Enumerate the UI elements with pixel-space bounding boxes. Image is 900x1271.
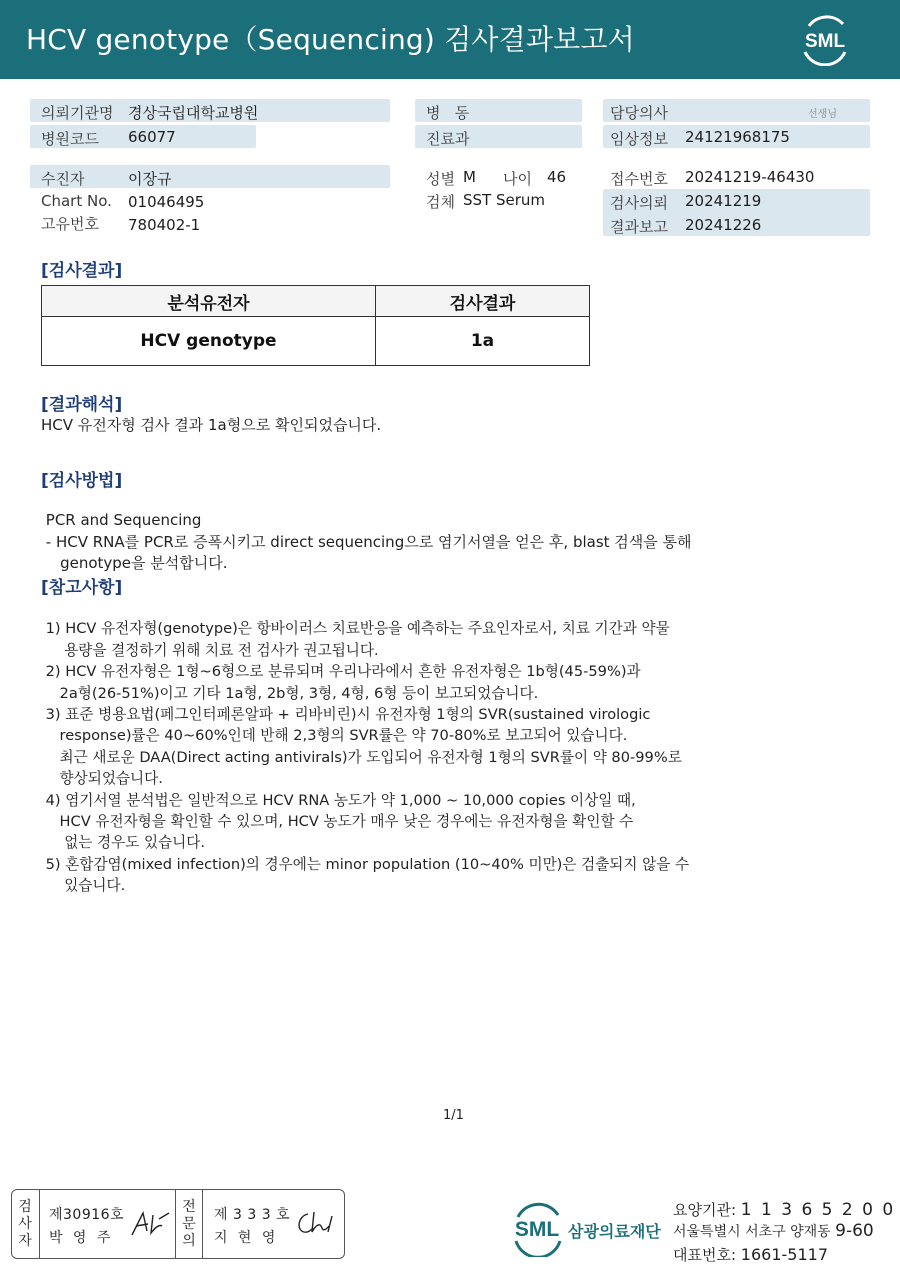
results-header-row: [42, 286, 590, 317]
chart-no-value: 01046495: [128, 193, 205, 211]
examiner-label: 검 사 자: [18, 1199, 32, 1249]
interpretation-section-title: [결과해석]: [41, 395, 123, 415]
signature-box: [11, 1189, 345, 1259]
hospital-code-value: 66077: [128, 128, 176, 146]
note-line: 용량을 결정하기 위해 치료 전 검사가 권고됩니다.: [41, 641, 379, 659]
receipt-no-label: 접수번호: [610, 170, 668, 188]
note-line: 최근 새로운 DAA(Direct acting antivirals)가 도입되어 유전자형 1형의 SVR률이 약 80-99%로: [41, 748, 682, 766]
report-title: HCV genotype（Sequencing) 검사결과보고서: [26, 23, 635, 56]
specialist-label: 전 문 의: [182, 1199, 196, 1249]
note-line: 2) HCV 유전자형은 1형~6형으로 분류되며 우리나라에서 흔한 유전자형은 1b형(45-59%)과: [41, 663, 641, 681]
phone-number: 1661-5117: [740, 1245, 829, 1264]
clinical-info-label: 임상정보: [610, 130, 668, 148]
age-value: 46: [547, 168, 567, 186]
phone-label: 대표번호:: [673, 1246, 737, 1264]
signbox-divider: [39, 1190, 40, 1258]
footer-address-line: [673, 1221, 874, 1241]
method-text: [41, 489, 692, 575]
gene-cell: HCV genotype: [42, 317, 376, 366]
examiner-license-no: 제30916호: [49, 1207, 125, 1223]
address-number: 9-60: [835, 1221, 874, 1241]
unique-no-label: 고유번호: [41, 215, 99, 233]
sml-logo-text: SML: [804, 31, 846, 52]
specialist-license-no: 제 3 3 3 호: [214, 1207, 291, 1223]
patient-value: 이장규: [128, 170, 172, 188]
care-number: 1 1 3 6 5 2 0 0: [740, 1200, 896, 1220]
hospital-code-label: 병원코드: [41, 130, 99, 148]
footer-org-name: 삼광의료재단: [568, 1222, 661, 1241]
institution-value: 경상국립대학교병원: [128, 104, 259, 122]
signbox-divider: [175, 1190, 176, 1258]
footer-phone-line: [673, 1244, 828, 1265]
method-line: - HCV RNA를 PCR로 증폭시키고 direct sequencing으로 염기서열을 얻은 후, blast 검색을 통해: [41, 532, 692, 551]
method-section-title: [검사방법]: [41, 471, 123, 491]
doctor-label: 담당의사: [610, 104, 668, 122]
receipt-no-value: 20241219-46430: [685, 168, 815, 186]
method-line: genotype을 분석합니다.: [41, 554, 228, 573]
results-section-title: [검사결과]: [41, 261, 123, 281]
sml-logo-icon: [797, 12, 853, 66]
interpretation-text: HCV 유전자형 검사 결과 1a형으로 확인되었습니다.: [41, 416, 382, 434]
specialist-signature-icon: [294, 1208, 338, 1238]
method-line: PCR and Sequencing: [41, 511, 202, 530]
address: 서울특별시 서초구 양재동: [673, 1224, 831, 1240]
unique-no-value: 780402-1: [128, 216, 201, 234]
note-line: HCV 유전자형을 확인할 수 있으며, HCV 농도가 매우 낮은 경우에는 유전자형을 확인할 수: [41, 813, 634, 831]
request-date-value: 20241219: [685, 192, 762, 210]
notes-section-title: [참고사항]: [41, 578, 123, 598]
specimen-value: SST Serum: [463, 191, 546, 209]
report-date-label: 결과보고: [610, 218, 668, 236]
sml-footer-logo-icon: [508, 1199, 566, 1257]
signbox-divider: [202, 1190, 203, 1258]
report-date-value: 20241226: [685, 216, 762, 234]
gene-column-header: 분석유전자: [42, 286, 376, 317]
note-line: response)률은 40~60%인데 반해 2,3형의 SVR률은 약 70-80%로 보고되어 있습니다.: [41, 727, 628, 745]
report-header: [0, 0, 900, 79]
specialist-name: 지 현 영: [214, 1230, 276, 1246]
chart-no-label: Chart No.: [41, 192, 112, 210]
result-column-header: 검사결과: [376, 286, 590, 317]
note-line: 5) 혼합감염(mixed infection)의 경우에는 minor population (10~40% 미만)은 검출되지 않을 수: [41, 855, 690, 873]
examiner-name: 박 영 주: [49, 1230, 111, 1246]
patient-label: 수진자: [41, 170, 85, 188]
institution-label: 의뢰기관명: [41, 104, 114, 122]
sex-value: M: [463, 168, 476, 186]
request-date-label: 검사의뢰: [610, 194, 668, 212]
age-label: 나이: [503, 170, 532, 188]
note-line: 4) 염기서열 분석법은 일반적으로 HCV RNA 농도가 약 1,000 ~ 10,000 copies 이상일 때,: [41, 791, 636, 809]
doctor-suffix: 선생님: [808, 109, 837, 120]
sml-footer-logo-text: SML: [514, 1218, 560, 1241]
note-line: 1) HCV 유전자형(genotype)은 항바이러스 치료반응을 예측하는 주요인자로서, 치료 기간과 약물: [41, 620, 670, 638]
result-cell: 1a: [376, 317, 590, 366]
specimen-label: 검체: [426, 193, 455, 211]
department-label: 진료과: [426, 130, 470, 148]
results-table: [41, 285, 590, 366]
sex-label: 성별: [426, 170, 455, 188]
note-line: 향상되었습니다.: [41, 770, 163, 788]
note-line: 2a형(26-51%)이고 기타 1a형, 2b형, 3형, 4형, 6형 등이 보고되었습니다.: [41, 684, 539, 702]
examiner-signature-icon: [129, 1209, 171, 1239]
note-line: 있습니다.: [41, 877, 126, 895]
footer-care-line: [673, 1199, 895, 1220]
note-line: 없는 경우도 있습니다.: [41, 834, 205, 852]
care-label: 요양기관:: [673, 1201, 737, 1219]
clinical-info-value: 24121968175: [685, 128, 790, 146]
notes-text: [41, 597, 689, 897]
ward-label: 병 동: [426, 104, 470, 122]
note-line: 3) 표준 병용요법(페그인터페론알파 + 리바비린)시 유전자형 1형의 SVR(sustained virologic: [41, 706, 651, 724]
table-row: [42, 317, 590, 366]
page-number: 1/1: [443, 1108, 464, 1123]
